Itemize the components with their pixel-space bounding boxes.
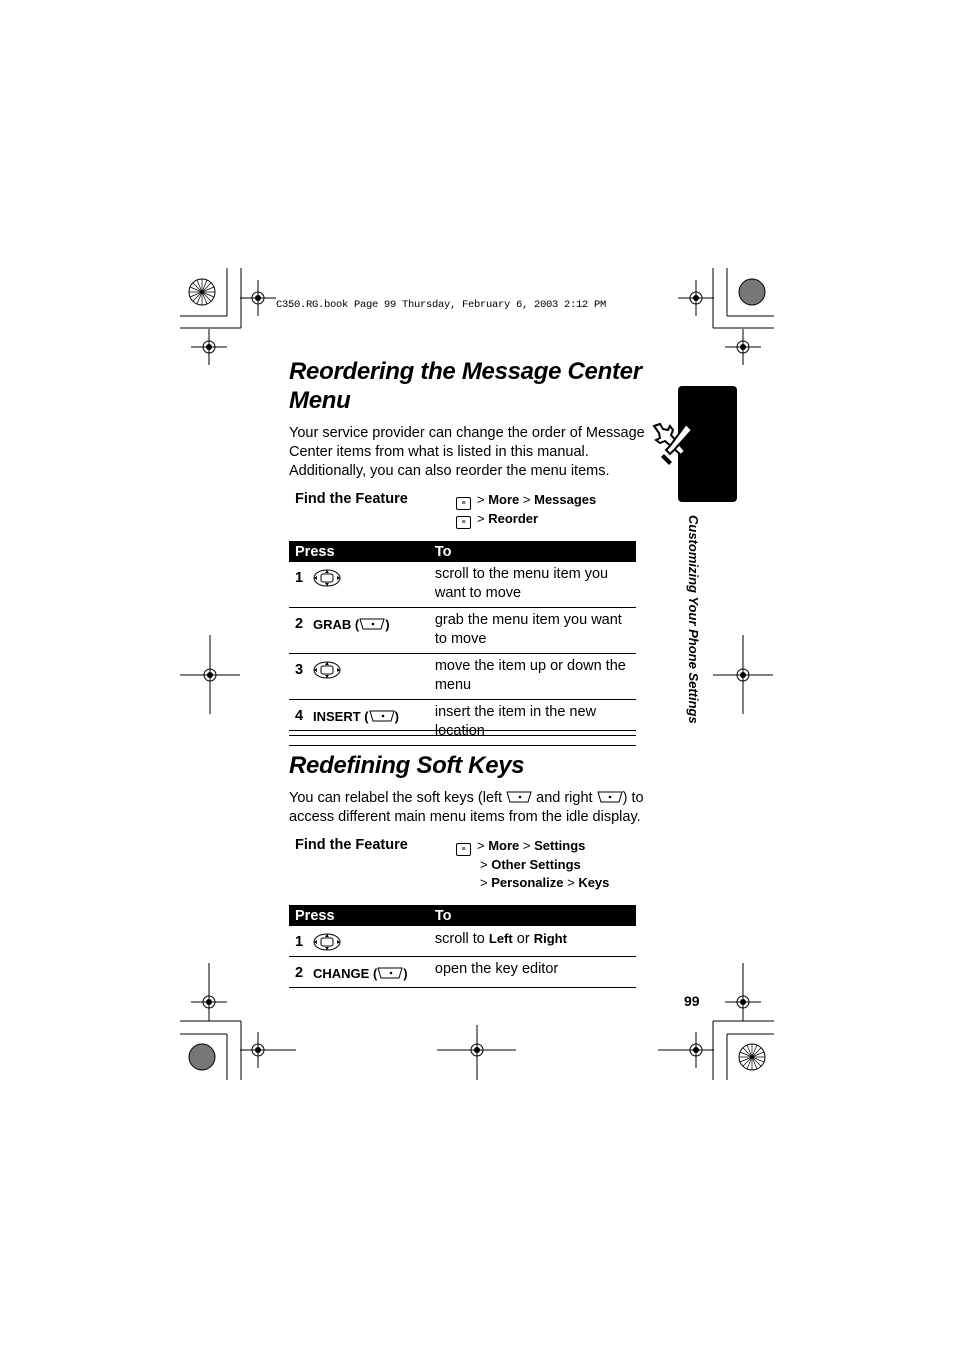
path-line-1: ≡ > More > Settings [456,837,609,856]
find-feature-label: Find the Feature [295,837,408,853]
to-header: To [429,905,636,926]
table-row: 1 scroll to the menu item you want to move [289,562,636,608]
find-feature-label: Find the Feature [295,491,408,507]
section2-steps-table [289,905,636,988]
press-header: Press [289,905,429,926]
path-line-3: > Personalize > Keys [480,875,610,890]
table-row: 2 CHANGE ( ) open the key editor [289,957,636,988]
table-end-rule [289,730,636,736]
left-soft-key-icon [377,967,403,979]
section2-paragraph: You can relabel the soft keys (left and right ) to access different main menu items from the idle display. [289,790,644,825]
section1-steps-table [289,541,636,746]
path-line-2: > Other Settings [480,857,581,872]
registration-mark-mid-left [180,635,240,715]
left-soft-key-icon [359,618,385,630]
nav-key-icon [313,661,341,679]
left-soft-key-icon [506,791,532,803]
left-soft-key-icon [369,710,395,722]
table-row: 2 GRAB ( ) grab the menu item you want to move [289,608,636,654]
path-line-2: ≡ > Reorder [456,510,596,529]
right-soft-key-icon [597,791,623,803]
feature-path [456,491,596,529]
table-row: 4 INSERT ( ) insert the item in the new location [289,700,636,746]
nav-key-icon [313,933,341,951]
registration-mark-bottom-left [180,963,300,1083]
registration-mark-bottom-right [656,963,776,1083]
path-line-1: ≡ > More > Messages [456,491,596,510]
registration-mark-top-right [656,268,776,388]
to-header: To [429,541,636,562]
wrench-screwdriver-icon [648,418,698,468]
menu-key-icon: ≡ [456,843,471,856]
section2-title: Redefining Soft Keys [289,752,525,779]
table-row: 3 move the item up or down the menu [289,654,636,700]
nav-key-icon [313,569,341,587]
side-tab-label: Customizing Your Phone Settings [686,515,701,724]
feature-path [456,837,609,892]
press-header: Press [289,541,429,562]
menu-key-icon: ≡ [456,497,471,510]
table-row: 1 scroll to Left or Right [289,926,636,957]
registration-mark-mid-right [713,635,773,715]
registration-mark-bottom-center [437,1010,517,1082]
registration-mark-top-left [180,268,300,388]
menu-key-icon: ≡ [456,516,471,529]
section1-title: Reordering the Message Center Menu [289,358,642,414]
file-header-line: C350.RG.book Page 99 Thursday, February 6, 2003 2:12 PM [276,299,607,311]
page-number: 99 [684,993,700,1009]
section1-paragraph: Your service provider can change the order of Message Center items from what is listed in this manual. Additionally, you can also reorder the menu items. [289,425,645,479]
